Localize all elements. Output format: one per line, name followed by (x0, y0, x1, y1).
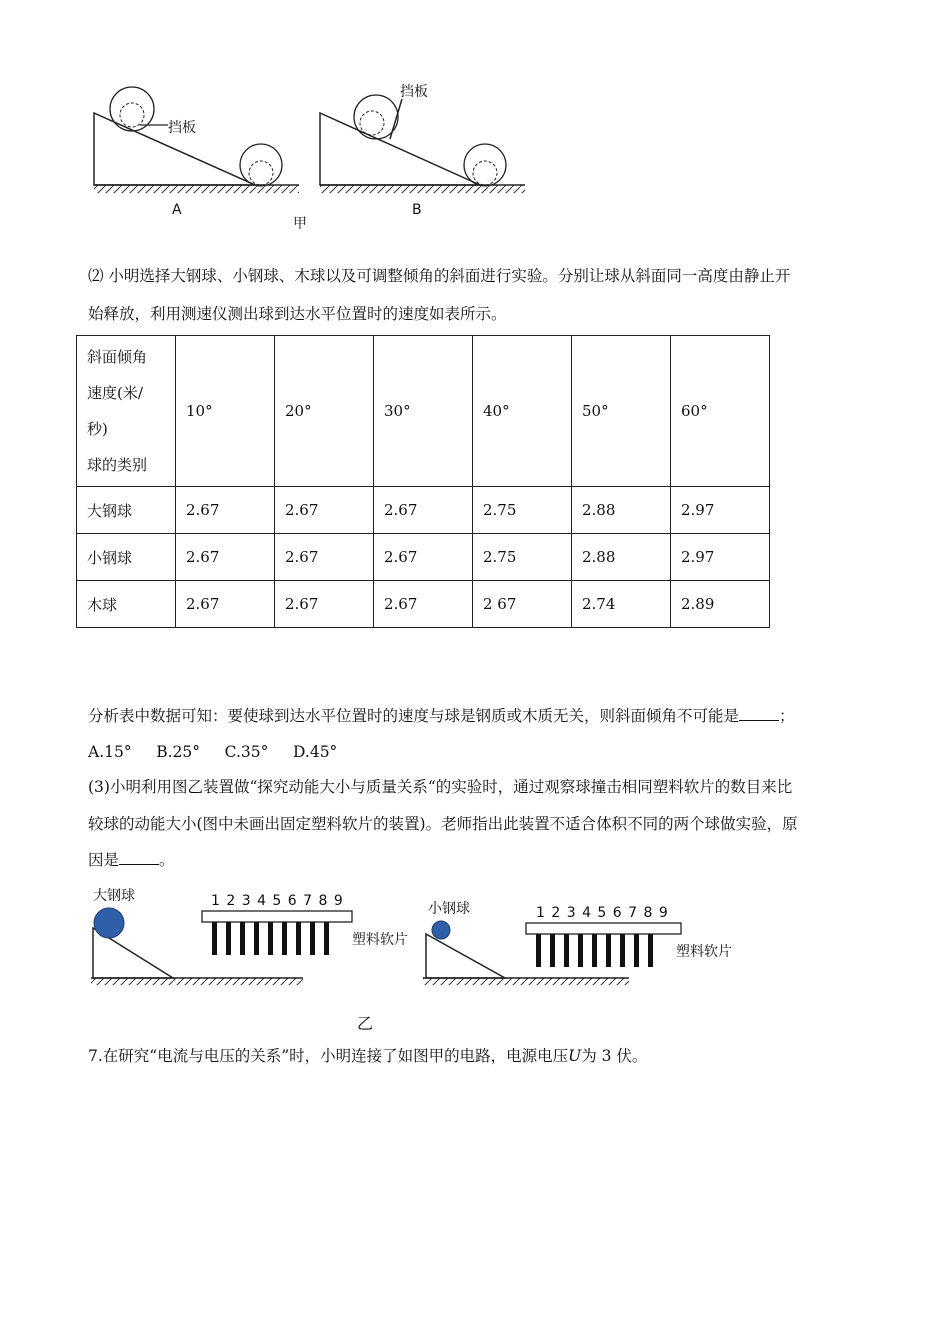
plastic-strips-left (212, 922, 329, 955)
q7-line (88, 1037, 647, 1075)
angle-header: 20° (275, 336, 374, 487)
incline-b (320, 113, 480, 185)
ball-type-cell: 大钢球 (77, 487, 176, 534)
big-steel-ball (94, 908, 124, 938)
header-line: 秒) (87, 420, 108, 438)
ground-hatch (94, 185, 299, 193)
q7-variable: U (568, 1047, 582, 1065)
option: C.35° (224, 743, 269, 761)
speed-cell: 2.67 (374, 534, 473, 581)
angle-header: 10° (176, 336, 275, 487)
label-b: B (412, 202, 422, 218)
diagram-a (94, 87, 299, 193)
figure-jia (80, 75, 540, 240)
angle-header: 30° (374, 336, 473, 487)
small-steel-ball (432, 921, 450, 939)
label-a: A (172, 202, 182, 218)
table-row (77, 581, 770, 628)
q2-line2: 始释放，利用测速仪测出球到达水平位置时的速度如表所示。 (88, 305, 507, 323)
q3-line3-suffix: 。 (159, 851, 175, 869)
strip-label-right: 塑料软片 (676, 944, 732, 960)
q3-line3 (88, 841, 175, 879)
setup-big-ball (91, 908, 352, 985)
numbers-right: 1 2 3 4 5 6 7 8 9 (536, 905, 669, 921)
q3-line3-prefix: 因是 (88, 851, 120, 869)
figure-yi (85, 885, 745, 995)
header-line: 斜面倾角 (87, 348, 148, 366)
baffle-b (390, 99, 402, 139)
option: D.45° (293, 743, 338, 761)
speed-cell: 2.74 (572, 581, 671, 628)
analysis-line (88, 697, 795, 735)
angle-header: 40° (473, 336, 572, 487)
strip-label-left: 塑料软片 (352, 932, 408, 948)
speed-cell: 2.88 (572, 534, 671, 581)
speed-cell: 2.89 (671, 581, 770, 628)
figure-yi-caption: 乙 (357, 1014, 374, 1033)
speed-cell: 2.67 (275, 534, 374, 581)
speed-cell: 2.67 (176, 487, 275, 534)
speed-cell: 2 67 (473, 581, 572, 628)
table-header-row (77, 336, 770, 487)
q3-line1: (3)小明利用图乙装置做“探究动能大小与质量关系“的实验时，通过观察球撞击相同塑料软片的数目来比 (88, 778, 793, 796)
ball-type-cell: 木球 (77, 581, 176, 628)
baffle-label-b: 挡板 (400, 84, 428, 100)
speed-cell: 2.75 (473, 534, 572, 581)
ball-bottom-b (464, 144, 506, 186)
speed-cell: 2.67 (374, 487, 473, 534)
ball-bottom-a (240, 144, 282, 186)
diagram-b (320, 95, 525, 193)
big-ball-label: 大钢球 (93, 888, 135, 904)
table-row (77, 534, 770, 581)
answer-blank[interactable] (739, 719, 779, 721)
numbers-left: 1 2 3 4 5 6 7 8 9 (211, 893, 344, 909)
ball-type-cell: 小钢球 (77, 534, 176, 581)
plastic-strips-right (536, 934, 653, 967)
figure-jia-caption: 甲 (293, 216, 307, 232)
speed-cell: 2.67 (275, 487, 374, 534)
speed-cell: 2.67 (176, 534, 275, 581)
header-line: 速度(米/ (87, 384, 143, 402)
speed-table (76, 335, 770, 628)
option: A.15° (88, 743, 132, 761)
angle-header: 50° (572, 336, 671, 487)
setup-small-ball (423, 921, 681, 985)
ground-hatch (320, 185, 525, 193)
q7-suffix: 为 3 伏。 (581, 1047, 648, 1065)
q7-prefix: 7.在研究“电流与电压的关系”时，小明连接了如图甲的电路，电源电压 (88, 1047, 569, 1065)
speed-cell: 2.88 (572, 487, 671, 534)
analysis-text: 分析表中数据可知：要使球到达水平位置时的速度与球是钢质或木质无关，则斜面倾角不可能是 (88, 707, 740, 725)
speed-cell: 2.97 (671, 534, 770, 581)
table-row (77, 487, 770, 534)
table-corner-header (77, 336, 176, 487)
header-line: 球的类别 (87, 456, 148, 474)
baffle-label-a: 挡板 (168, 120, 196, 136)
q3-line2: 较球的动能大小(图中未画出固定塑料软片的装置)。老师指出此装置不适合体积不同的两个球做实验，原 (88, 815, 798, 833)
small-ball-label: 小钢球 (428, 901, 470, 917)
angle-header: 60° (671, 336, 770, 487)
analysis-options (88, 733, 337, 771)
strip-holder-right (526, 923, 681, 934)
speed-cell: 2.97 (671, 487, 770, 534)
option: B.25° (156, 743, 201, 761)
analysis-end: ； (779, 707, 795, 725)
speed-cell: 2.67 (176, 581, 275, 628)
incline-right (426, 934, 505, 978)
answer-blank[interactable] (119, 863, 159, 865)
q2-line1: ⑵ 小明选择大钢球、小钢球、木球以及可调整倾角的斜面进行实验。分别让球从斜面同一高度由静止开 (88, 267, 791, 285)
speed-cell: 2.67 (275, 581, 374, 628)
strip-holder-left (202, 911, 352, 922)
speed-cell: 2.75 (473, 487, 572, 534)
speed-cell: 2.67 (374, 581, 473, 628)
